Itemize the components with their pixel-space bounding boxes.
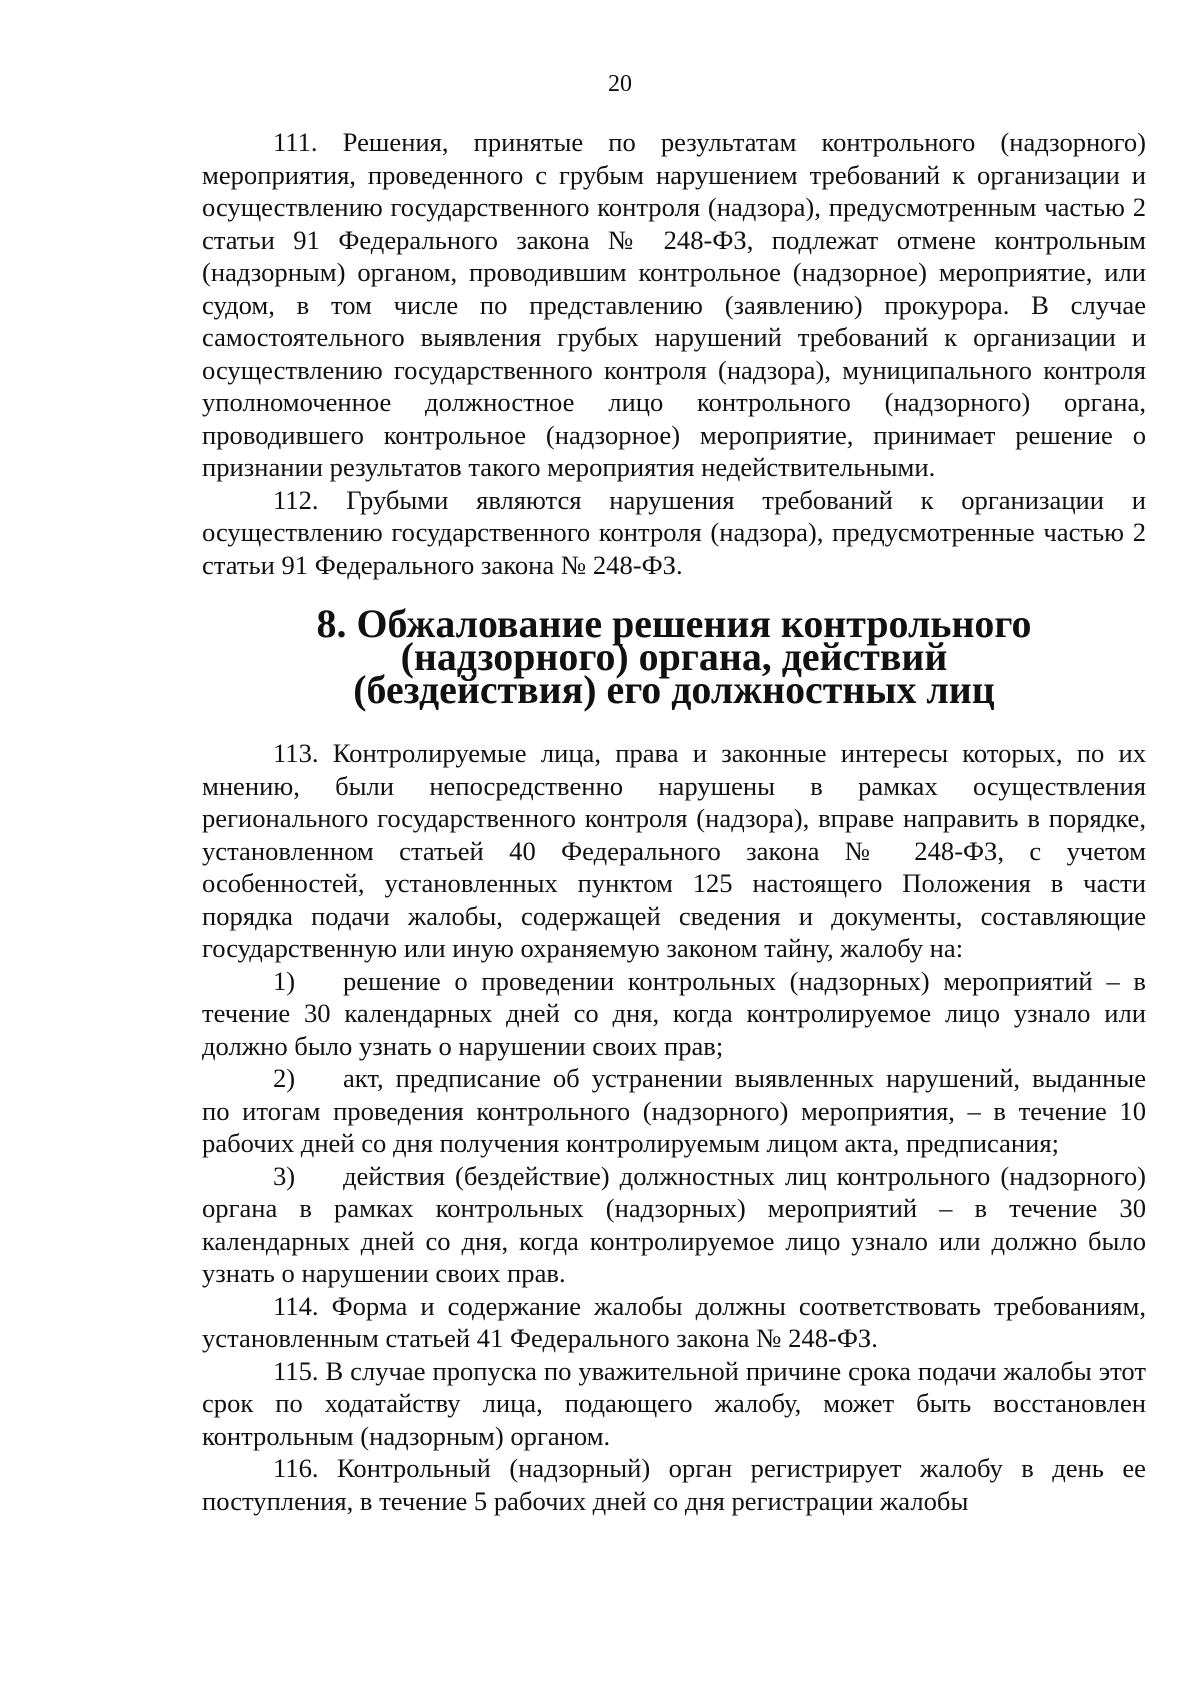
list-item-text: действия (бездействие) должностных лиц контрольного (надзорного) органа в рамках контрольных (надзорных) мероприятий – в течение 30 календарных дней со дня, когда контролируемое лицо узнало или должно было узнать о нарушении своих прав. xyxy=(202,1160,1146,1288)
paragraph-113: 113. Контролируемые лица, права и законные интересы которых, по их мнению, были непосредственно нарушены в рамках осуществления регионального государственного контроля (надзора), вправе направить в порядке, установленном статьей 40 Федерального закона № 248-ФЗ, с учетом особенностей, установленных пунктом 125 настоящего Положения в части порядка подачи жалобы, содержащей сведения и документы, составляющие государственную или иную охраняемую законом тайну, жалобу на: xyxy=(202,738,1146,963)
list-item-2 xyxy=(202,1062,1146,1160)
paragraph-114: 114. Форма и содержание жалобы должны соответствовать требованиям, установленным статьей 41 Федерального закона № 248-ФЗ. xyxy=(202,1290,1146,1353)
section-heading xyxy=(202,601,1146,712)
section-heading-line-1: 8. Обжалование решения контрольного (надзорного) органа, действий xyxy=(316,601,1032,679)
list-item-number: 2) xyxy=(273,1063,296,1093)
list-item-1 xyxy=(202,965,1146,1063)
list-item-number: 1) xyxy=(273,965,296,996)
list-item-text: решение о проведении контрольных (надзорных) мероприятий – в течение 30 календарных дней со дня, когда контролируемое лицо узнало или должно было узнать о нарушении своих прав; xyxy=(202,965,1146,1061)
list-item-number: 3) xyxy=(273,1160,296,1191)
list-item-3 xyxy=(202,1160,1146,1290)
list-item-text: акт, предписание об устранении выявленных нарушений, выданные по итогам проведения контрольного (надзорного) мероприятия, – в течение 10 рабочих дней со дня получения контролируемым лицом акта, предписания; xyxy=(202,1063,1146,1158)
paragraph-112: 112. Грубыми являются нарушения требований к организации и осуществлению государственного контроля (надзора), предусмотренные частью 2 статьи 91 Федерального закона № 248-ФЗ. xyxy=(202,484,1146,580)
section-heading-line-2: (бездействия) его должностных лиц xyxy=(353,667,995,712)
paragraph-116: 116. Контрольный (надзорный) орган регистрирует жалобу в день ее поступления, в течение 5 рабочих дней со дня регистрации жалобы xyxy=(202,1453,1146,1516)
document-body xyxy=(202,126,1146,1517)
paragraph-115: 115. В случае пропуска по уважительной причине срока подачи жалобы этот срок по ходатайству лица, подающего жалобу, может быть восстановлен контрольным (надзорным) органом. xyxy=(202,1355,1146,1451)
page-number: 20 xyxy=(608,71,632,97)
paragraph-111: 111. Решения, принятые по результатам контрольного (надзорного) мероприятия, проведенного с грубым нарушением требований к организации и осуществлению государственного контроля (надзора), предусмотренным частью 2 статьи 91 Федерального закона № 248-ФЗ, подлежат отмене контрольным (надзорным) органом, проводившим контрольное (надзорное) мероприятие, или судом, в том числе по представлению (заявлению) прокурора. В случае самостоятельного выявления грубых нарушений требований к организации и осуществлению государственного контроля (надзора), муниципального контроля уполномоченное должностное лицо контрольного (надзорного) органа, проводившего контрольное (надзорное) мероприятие, принимает решение о признании результатов такого мероприятия недействительными. xyxy=(202,127,1146,482)
